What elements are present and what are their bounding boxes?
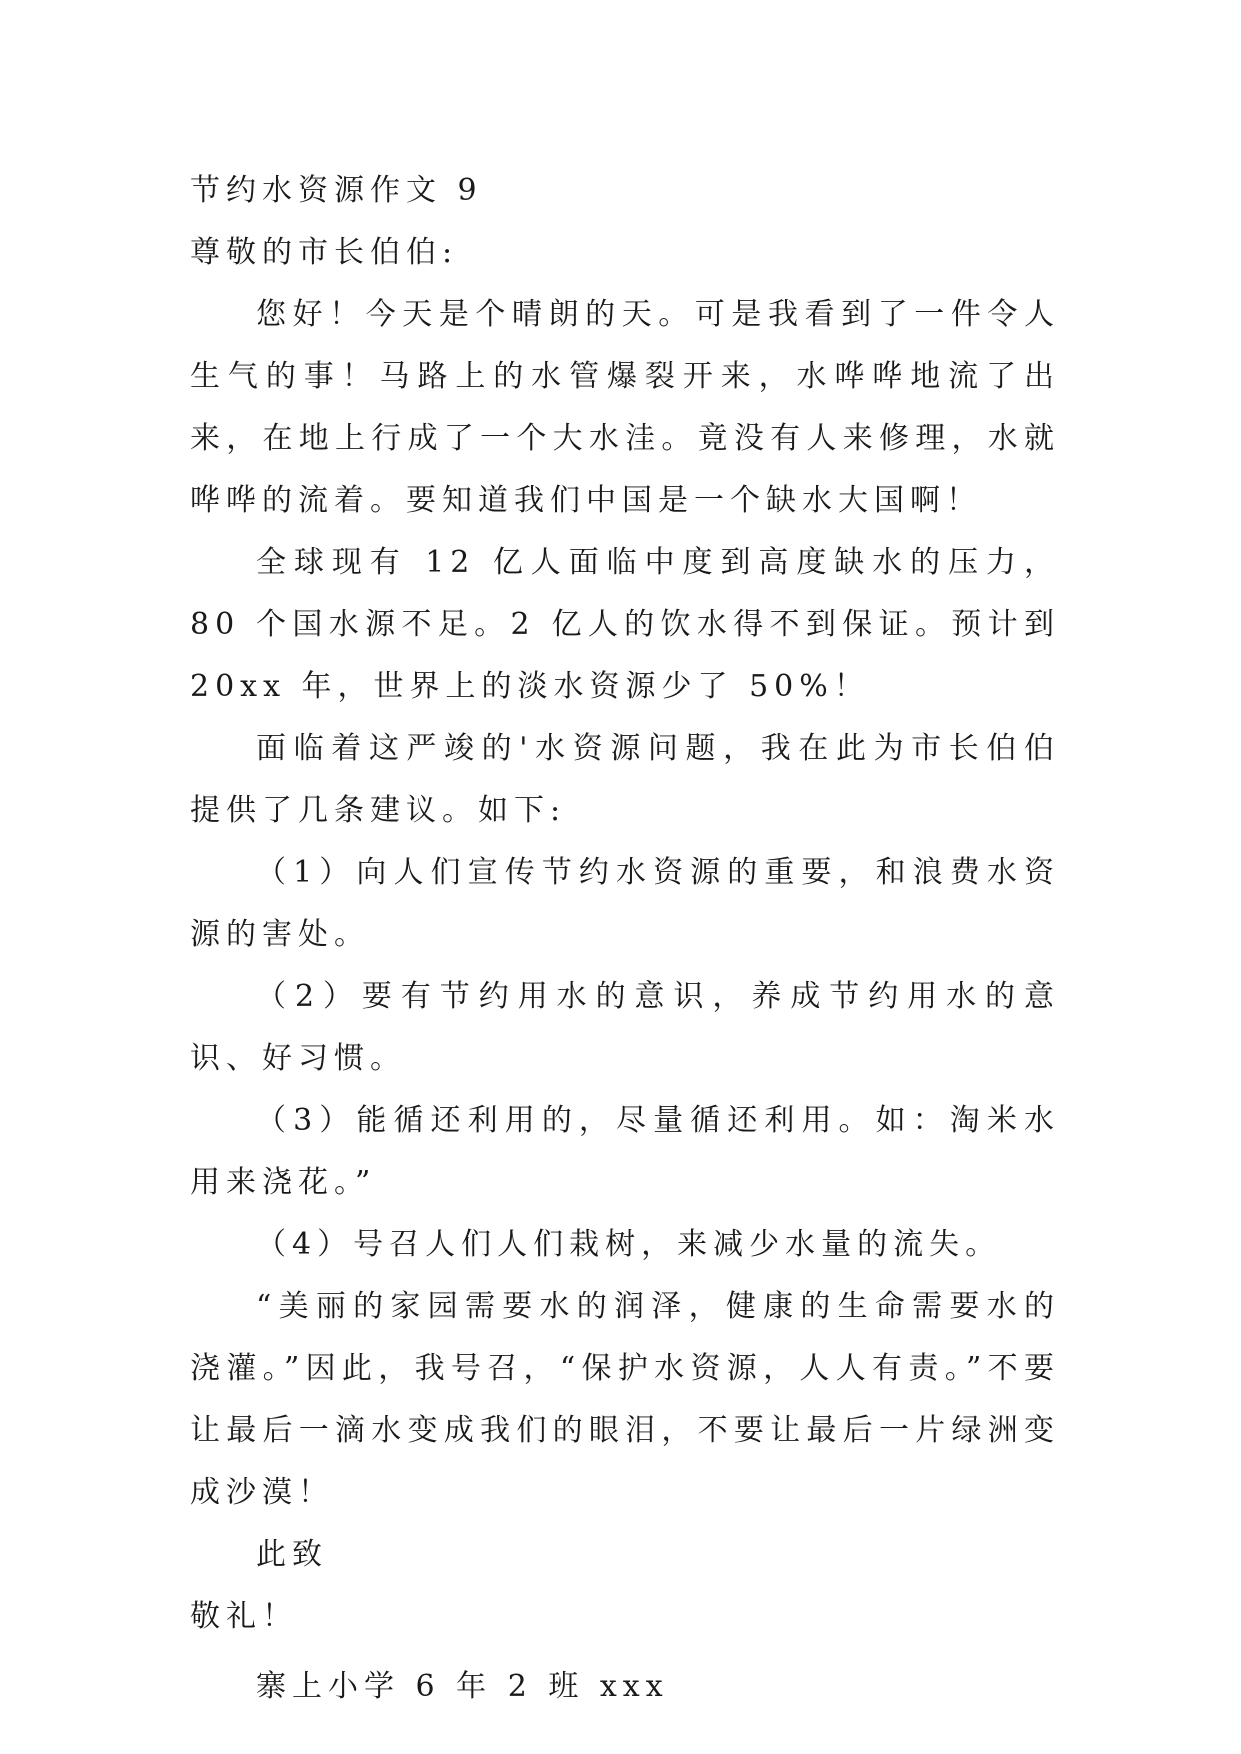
paragraph-intro-suggestions: 面临着这严竣的'水资源问题，我在此为市长伯伯提供了几条建议。如下: xyxy=(190,731,1060,828)
closing-cizhi: 此致 xyxy=(256,1537,328,1572)
suggestion-4: （4）号召人们人们栽树，来减少水量的流失。 xyxy=(256,1227,1002,1262)
suggestion-1: （1）向人们宣传节约水资源的重要，和浪费水资源的害处。 xyxy=(190,855,1060,952)
closing-jingli: 敬礼！ xyxy=(190,1599,298,1634)
salutation: 尊敬的市长伯伯: xyxy=(190,235,459,270)
document-title: 节约水资源作文 9 xyxy=(190,173,483,208)
suggestion-3: （3）能循还利用的，尽量循还利用。如：淘米水用来浇花。” xyxy=(190,1103,1060,1200)
paragraph-greeting: 您好！今天是个晴朗的天。可是我看到了一件令人生气的事！马路上的水管爆裂开来，水哗哗地流了出来，在地上行成了一个大水洼。竟没有人来修理，水就哗哗的流着。要知道我们中国是一个缺水大国啊！ xyxy=(190,297,1060,518)
suggestion-2: （2）要有节约用水的意识，养成节约用水的意识、好习惯。 xyxy=(190,979,1060,1076)
paragraph-conclusion: “美丽的家园需要水的润泽，健康的生命需要水的浇灌。”因此，我号召，“保护水资源，人人有责。”不要让最后一滴水变成我们的眼泪，不要让最后一片绿洲变成沙漠！ xyxy=(190,1289,1060,1510)
signature: 寨上小学 6 年 2 班 xxx xyxy=(256,1669,669,1704)
paragraph-statistics: 全球现有 12 亿人面临中度到高度缺水的压力，80 个国水源不足。2 亿人的饮水得不到保证。预计到 20xx 年，世界上的淡水资源少了 50%！ xyxy=(190,545,1060,704)
document-page xyxy=(190,160,1060,1718)
